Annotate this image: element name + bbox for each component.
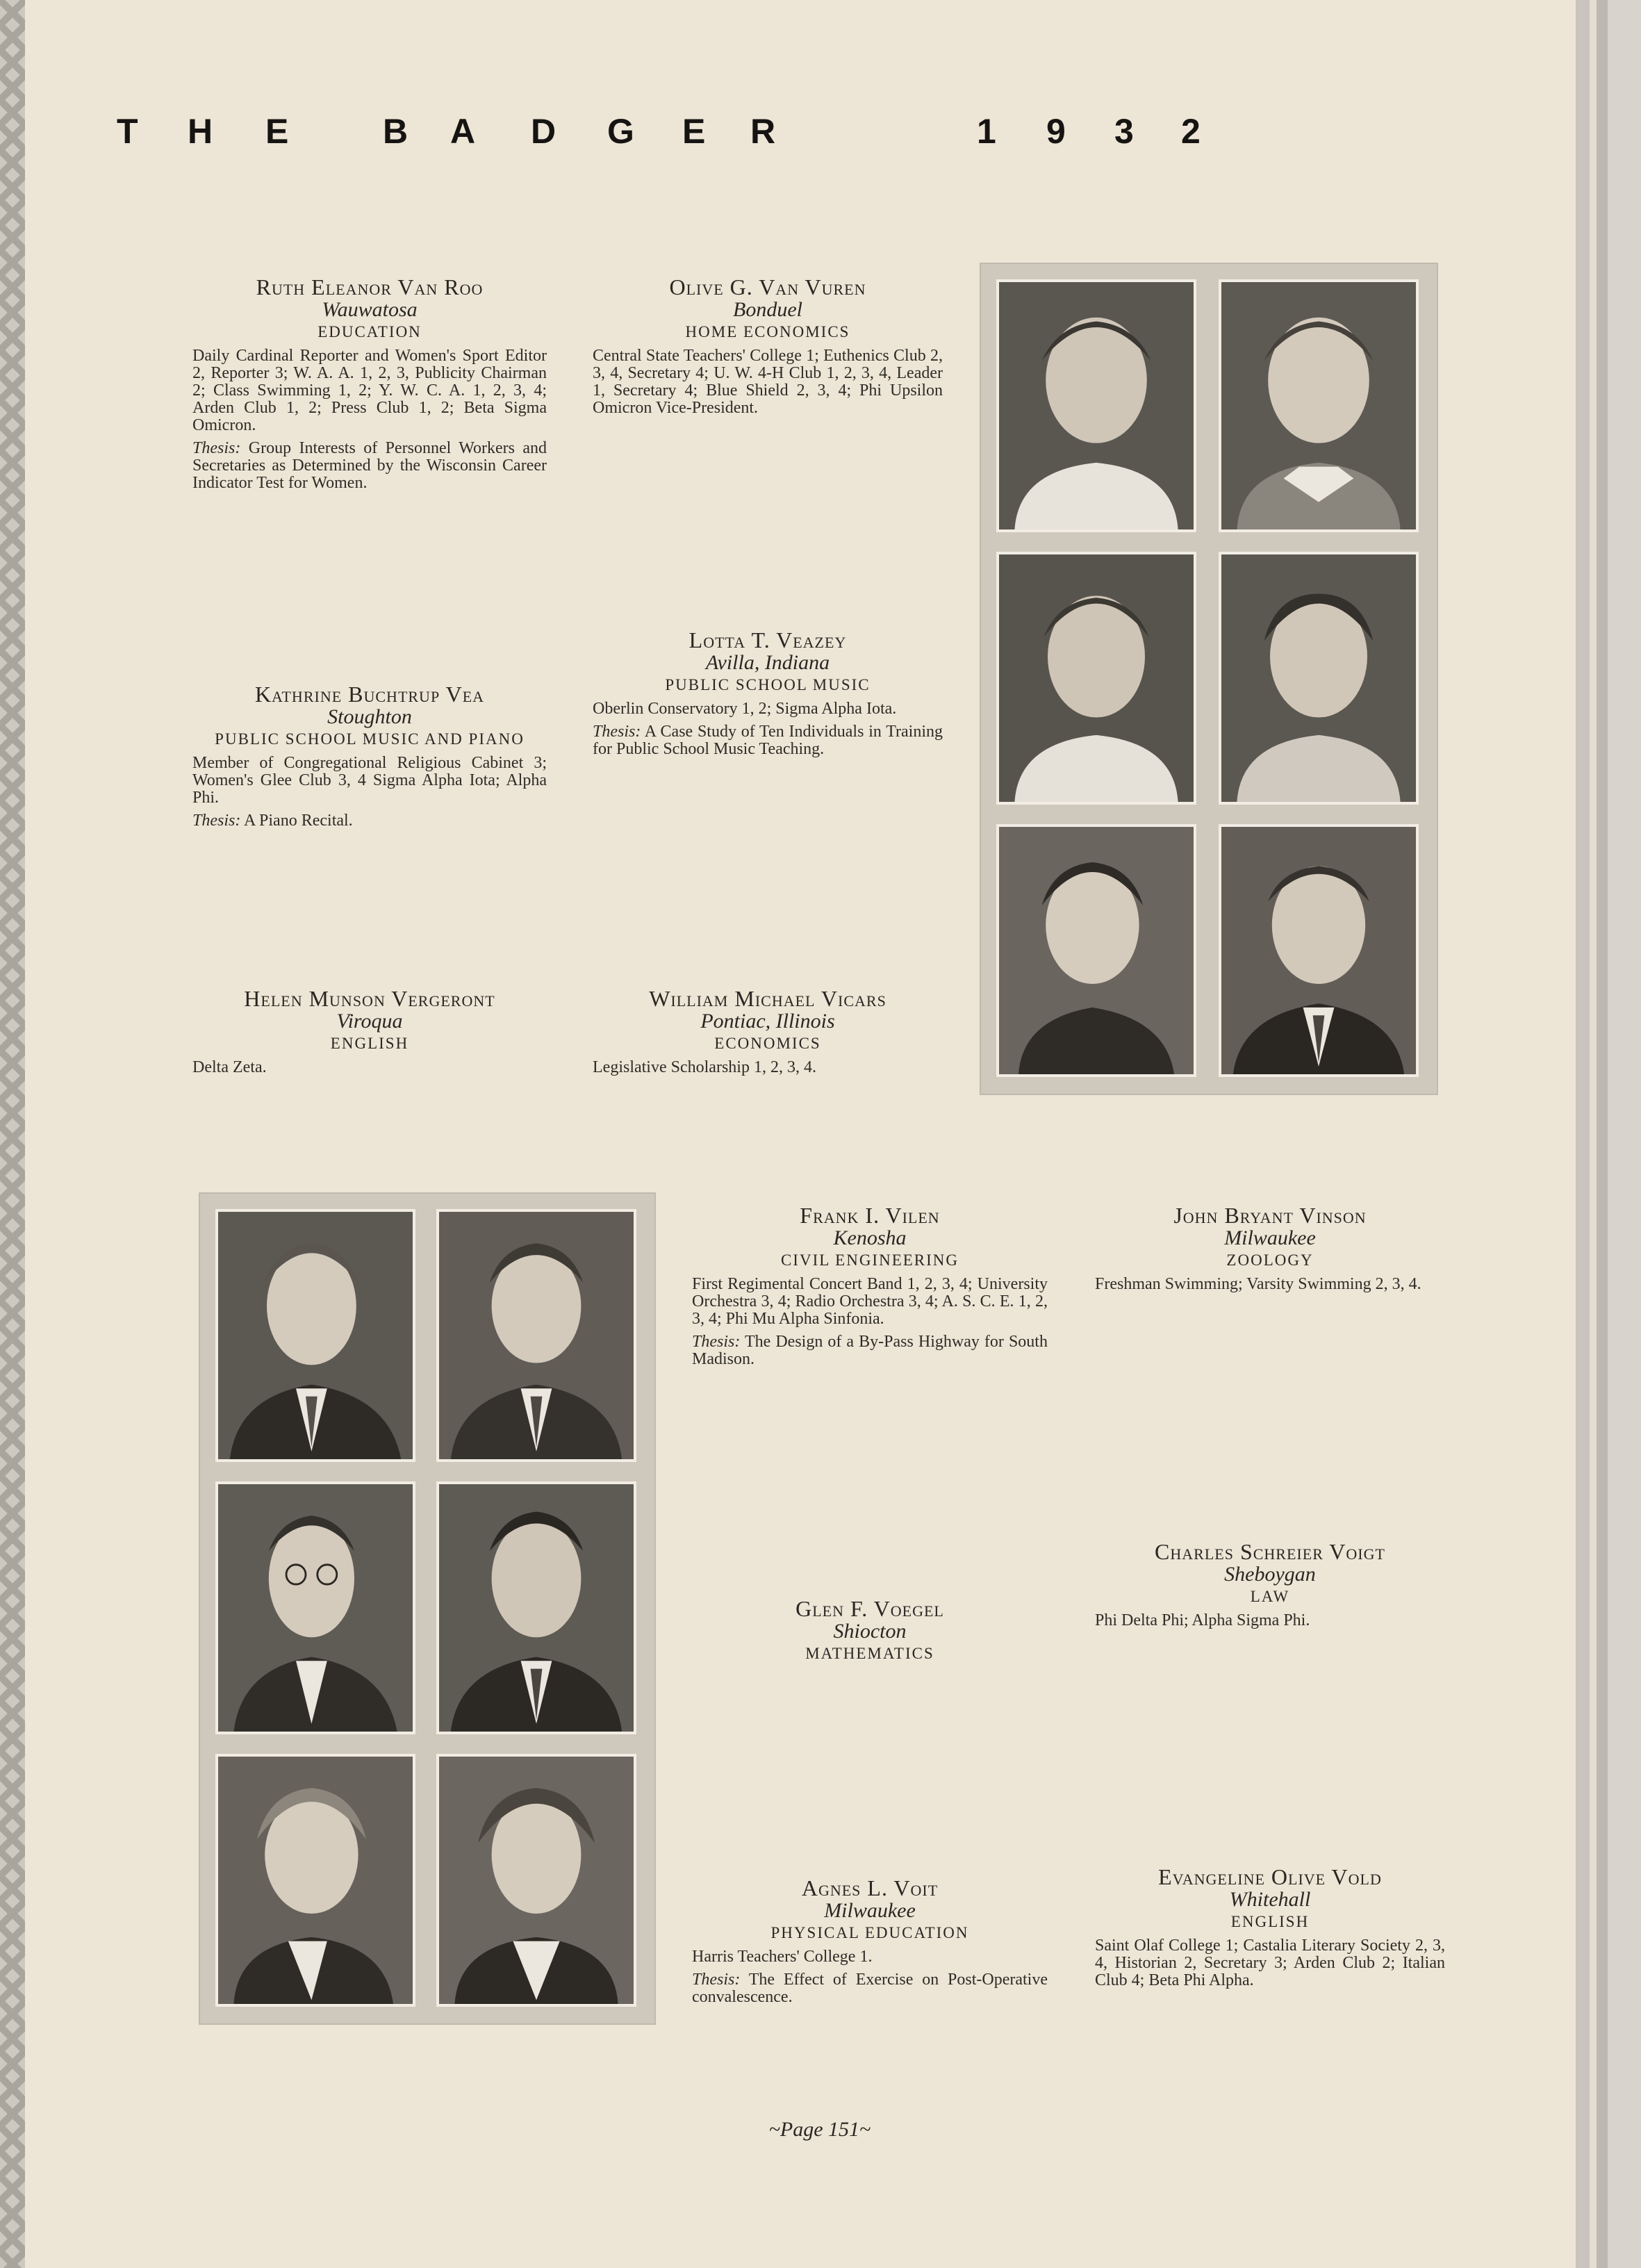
student-hometown: Milwaukee (1224, 1226, 1316, 1249)
student-major: PUBLIC SCHOOL MUSIC (665, 676, 871, 693)
year-digit: 1 (977, 112, 996, 151)
portrait-panel-bottom (199, 1192, 656, 2025)
portrait-photo (215, 1754, 415, 2007)
student-major: ENGLISH (1230, 1913, 1310, 1930)
portrait-photo (1219, 824, 1419, 1077)
student-entry (1095, 1540, 1445, 1629)
thesis-text: Group Interests of Personnel Workers and Secretaries as Determined by the Wisconsin Career Indicator Test for Women. (192, 439, 547, 492)
portrait-panel-top (980, 263, 1438, 1095)
thesis-text: A Case Study of Ten Individuals in Training for Public School Music Teaching. (593, 723, 943, 758)
student-hometown: Avilla, Indiana (705, 651, 830, 674)
student-name: John Bryant Vinson (1173, 1203, 1367, 1228)
student-name: Kathrine Buchtrup Vea (254, 682, 485, 707)
portrait-photo (436, 1209, 636, 1462)
student-major: CIVIL ENGINEERING (780, 1251, 959, 1269)
binding-strip (1576, 0, 1590, 2268)
student-hometown: Shiocton (833, 1620, 907, 1643)
thesis-text: The Design of a By-Pass Highway for South Madison. (692, 1333, 1048, 1368)
thesis-label: Thesis: (692, 1333, 741, 1351)
student-hometown: Kenosha (833, 1226, 907, 1249)
student-thesis (692, 1971, 1048, 2006)
student-name: Glen F. Voegel (795, 1596, 944, 1621)
student-major: MATHEMATICS (805, 1645, 934, 1662)
portrait-photo (215, 1209, 415, 1462)
student-activities: Freshman Swimming; Varsity Swimming 2, 3, 4. (1095, 1275, 1421, 1293)
student-entry (593, 628, 943, 758)
thesis-label: Thesis: (192, 439, 241, 457)
student-entry (1095, 1203, 1445, 1293)
year-digit: 3 (1114, 112, 1134, 151)
portrait-photo (436, 1754, 636, 2007)
portrait-photo (1219, 279, 1419, 532)
header-letter: A (450, 112, 476, 151)
student-entry (192, 987, 547, 1076)
student-name: William Michael Vicars (649, 986, 887, 1011)
binding-strip (1590, 0, 1597, 2268)
portrait-photo (996, 824, 1196, 1077)
student-major: ENGLISH (330, 1035, 409, 1052)
student-thesis (192, 812, 547, 830)
thesis-label: Thesis: (593, 723, 641, 741)
student-thesis (692, 1333, 1048, 1368)
student-activities: Saint Olaf College 1; Castalia Literary Society 2, 3, 4, Historian 2, Secretary 3; Arden Club 2; Italian Club 4; Beta Phi Alpha. (1095, 1937, 1445, 1989)
student-entry (1095, 1865, 1445, 1989)
header-letter: R (750, 112, 776, 151)
student-activities: Phi Delta Phi; Alpha Sigma Phi. (1095, 1611, 1310, 1629)
header-letter: E (682, 112, 706, 151)
student-activities: Central State Teachers' College 1; Euthenics Club 2, 3, 4, Secretary 4; U. W. 4-H Club 1, 2, 3, 4, Leader 1, Secretary 4; Blue Shield 2, 3, 4; Phi Upsilon Omicron Vice-President. (593, 347, 943, 417)
student-activities: Harris Teachers' College 1. (692, 1948, 873, 1966)
binding-strip (1597, 0, 1608, 2268)
student-hometown: Sheboygan (1224, 1563, 1316, 1586)
student-entry (593, 987, 943, 1076)
header-letter: G (607, 112, 634, 151)
thesis-text: A Piano Recital. (244, 812, 353, 830)
student-major: PHYSICAL EDUCATION (770, 1924, 969, 1941)
student-hometown: Whitehall (1229, 1888, 1311, 1911)
student-hometown: Wauwatosa (322, 298, 418, 321)
header-letter: D (531, 112, 556, 151)
decorative-left-border (0, 0, 25, 2268)
student-entry (593, 275, 943, 417)
student-hometown: Viroqua (336, 1010, 403, 1033)
student-hometown: Stoughton (327, 705, 412, 728)
student-name: Agnes L. Voit (801, 1875, 939, 1900)
student-thesis (192, 440, 547, 492)
binding-strip (1608, 0, 1641, 2268)
portrait-photo (215, 1481, 415, 1734)
header-letter: B (383, 112, 409, 151)
student-major: PUBLIC SCHOOL MUSIC AND PIANO (215, 730, 525, 748)
student-entry (692, 1203, 1048, 1368)
portrait-photo (436, 1481, 636, 1734)
student-entry (192, 275, 547, 492)
portrait-photo (1219, 552, 1419, 805)
student-major: EDUCATION (318, 323, 422, 340)
student-activities: Member of Congregational Religious Cabinet 3; Women's Glee Club 3, 4 Sigma Alpha Iota; Alpha Phi. (192, 754, 547, 807)
student-activities: First Regimental Concert Band 1, 2, 3, 4; University Orchestra 3, 4; Radio Orchestra 3, 4; A. S. C. E. 1, 2, 3, 4; Phi Mu Alpha Sinfonia. (692, 1275, 1048, 1328)
student-name: Ruth Eleanor Van Roo (256, 274, 484, 299)
thesis-label: Thesis: (192, 812, 241, 830)
student-major: LAW (1250, 1588, 1290, 1605)
student-entry (692, 1597, 1048, 1665)
student-thesis (593, 723, 943, 758)
header-letter: E (265, 112, 289, 151)
header-letter: H (188, 112, 213, 151)
student-activities: Daily Cardinal Reporter and Women's Sport Editor 2, Reporter 3; W. A. A. 1, 2, 3, Publicity Chairman 2; Class Swimming 1, 2; Y. W. C. A. 1, 2, 3, 4; Arden Club 1, 2; Press Club 1, 2; Beta Sigma Omicron. (192, 347, 547, 434)
student-hometown: Milwaukee (824, 1899, 916, 1922)
student-name: Evangeline Olive Vold (1158, 1864, 1382, 1889)
header-letter: T (117, 112, 138, 151)
student-name: Frank I. Vilen (800, 1203, 940, 1228)
student-name: Helen Munson Vergeront (244, 986, 495, 1011)
student-entry (692, 1876, 1048, 2006)
thesis-text: The Effect of Exercise on Post-Operative convalescence. (692, 1971, 1048, 2006)
student-hometown: Bonduel (733, 298, 802, 321)
year-digit: 9 (1046, 112, 1066, 151)
portrait-photo (996, 279, 1196, 532)
student-major: HOME ECONOMICS (685, 323, 850, 340)
student-entry (192, 682, 547, 830)
student-activities: Legislative Scholarship 1, 2, 3, 4. (593, 1058, 816, 1076)
page-number: ~Page 151~ (768, 2118, 871, 2141)
student-hometown: Pontiac, Illinois (700, 1010, 835, 1033)
student-name: Olive G. Van Vuren (669, 274, 866, 299)
student-activities: Delta Zeta. (192, 1058, 267, 1076)
student-major: ECONOMICS (714, 1035, 821, 1052)
student-name: Charles Schreier Voigt (1155, 1539, 1385, 1564)
student-activities: Oberlin Conservatory 1, 2; Sigma Alpha Iota. (593, 700, 897, 718)
thesis-label: Thesis: (692, 1971, 741, 1989)
student-name: Lotta T. Veazey (688, 627, 847, 652)
student-major: ZOOLOGY (1226, 1251, 1314, 1269)
portrait-photo (996, 552, 1196, 805)
year-digit: 2 (1181, 112, 1201, 151)
